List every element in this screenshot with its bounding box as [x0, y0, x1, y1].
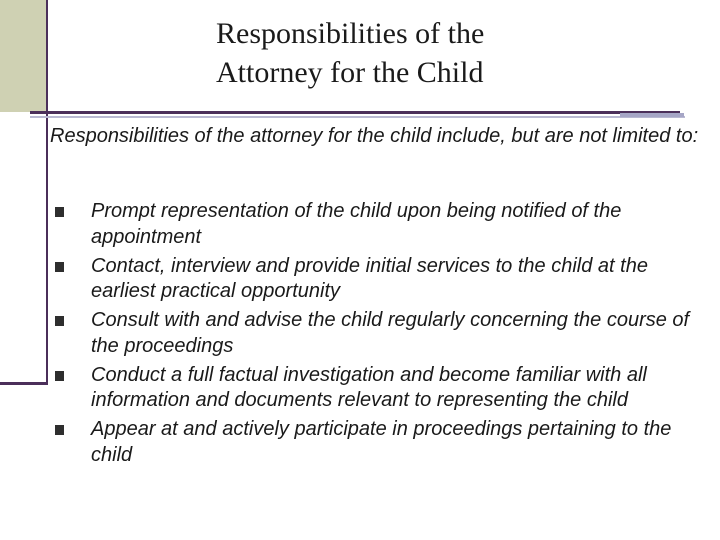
slide-title-line-2: Attorney for the Child	[216, 56, 484, 89]
intro-text: Responsibilities of the attorney for the child include, but are not limited to:	[50, 125, 699, 147]
list-item-text: Appear at and actively participate in proceedings pertaining to the child	[91, 418, 672, 466]
responsibility-list	[48, 199, 708, 472]
list-item	[48, 199, 708, 250]
slide-title-line-1: Responsibilities of the	[216, 17, 485, 50]
list-item	[48, 363, 708, 414]
list-item	[48, 254, 708, 305]
square-bullet-icon	[55, 207, 64, 217]
list-item	[48, 308, 708, 359]
left-horizontal-mark	[0, 382, 48, 385]
square-bullet-icon	[55, 262, 64, 272]
square-bullet-icon	[55, 316, 64, 326]
list-item-text: Conduct a full factual investigation and become familiar with all information and documents relevant to representing the child	[91, 363, 647, 412]
left-accent-band	[0, 0, 46, 112]
list-item-text: Prompt representation of the child upon being notified of the appointment	[91, 200, 622, 248]
slide-title	[216, 14, 686, 92]
square-bullet-icon	[55, 425, 64, 435]
title-rule	[30, 111, 680, 114]
title-rule-accent	[620, 113, 684, 117]
title-rule-shadow	[30, 116, 685, 118]
square-bullet-icon	[55, 371, 64, 381]
list-item-text: Contact, interview and provide initial services to the child at the earliest practical opportunity	[91, 254, 648, 303]
list-item-text: Consult with and advise the child regularly concerning the course of the proceedings	[91, 309, 690, 357]
list-item	[48, 417, 708, 468]
